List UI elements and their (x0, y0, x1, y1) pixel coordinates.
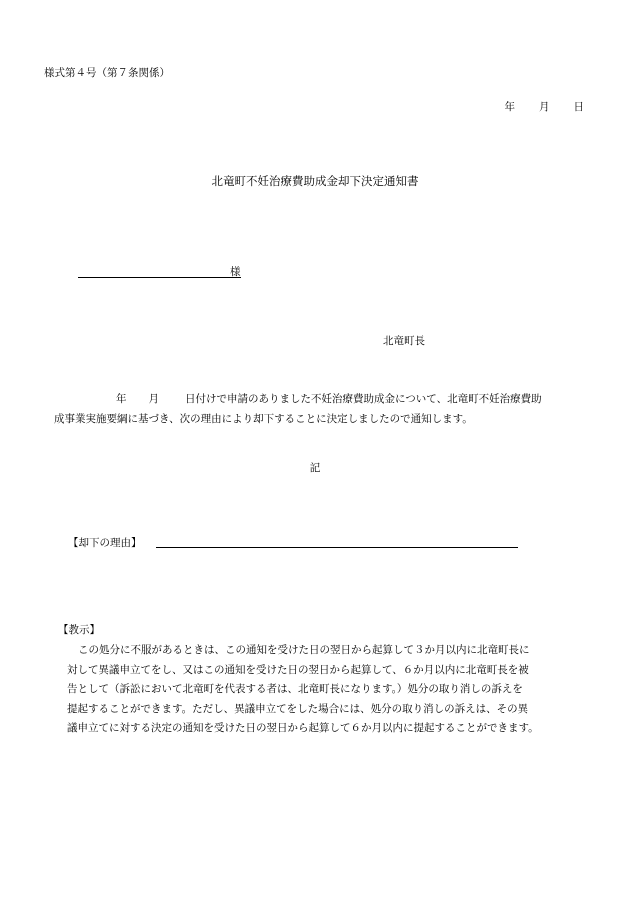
notice-body (58, 641, 603, 739)
notice-line: 対して異議申立てをし、又はこの通知を受けた日の翌日から起算して、６か月以内に北竜町長を被 (67, 663, 529, 676)
date-month-label: 月 (539, 101, 550, 113)
addressee (78, 265, 241, 278)
date-year-label: 年 (504, 101, 515, 113)
notice-line: 提起することができます。ただし、異議申立てをした場合には、処分の取り消しの訴えは、その異 (67, 702, 529, 715)
body-month-label: 月 (148, 393, 159, 405)
ki-marker: 記 (309, 462, 321, 474)
notice-line: 告として（訴訟において北竜町を代表する者は、北竜町長になります。）処分の取り消しの訴えを (67, 683, 523, 695)
addressee-blank-line (78, 265, 230, 278)
notice-line: この処分に不服があるときは、この通知を受けた日の翌日から起算して３か月以内に北竜町長に (78, 644, 530, 656)
notification-body (54, 389, 594, 429)
notice-heading: 【教示】 (58, 624, 100, 636)
body-line-1 (54, 389, 594, 409)
date-day-label: 日 (573, 101, 584, 113)
body-line-2: 成事業実施要綱に基づき、次の理由により却下することに決定しましたので通知します。 (54, 413, 473, 425)
body-line-1-text: 日付けで申請のありました不妊治療費助成金について、北竜町不妊治療費助 (185, 393, 542, 405)
issuer-name: 北竜町長 (383, 335, 425, 347)
notice-line: 議申立てに対する決定の通知を受けた日の翌日から起算して６か月以内に提起することができます。 (67, 722, 539, 734)
rejection-reason (68, 537, 518, 548)
form-number: 様式第４号（第７条関係） (44, 67, 170, 79)
addressee-suffix: 様 (230, 265, 241, 278)
body-year-label: 年 (116, 393, 127, 405)
date-header (505, 102, 585, 113)
document-title: 北竜町不妊治療費助成金却下決定通知書 (211, 174, 419, 188)
rejection-reason-label: 【却下の理由】 (68, 536, 142, 549)
rejection-reason-blank-line (156, 537, 518, 548)
